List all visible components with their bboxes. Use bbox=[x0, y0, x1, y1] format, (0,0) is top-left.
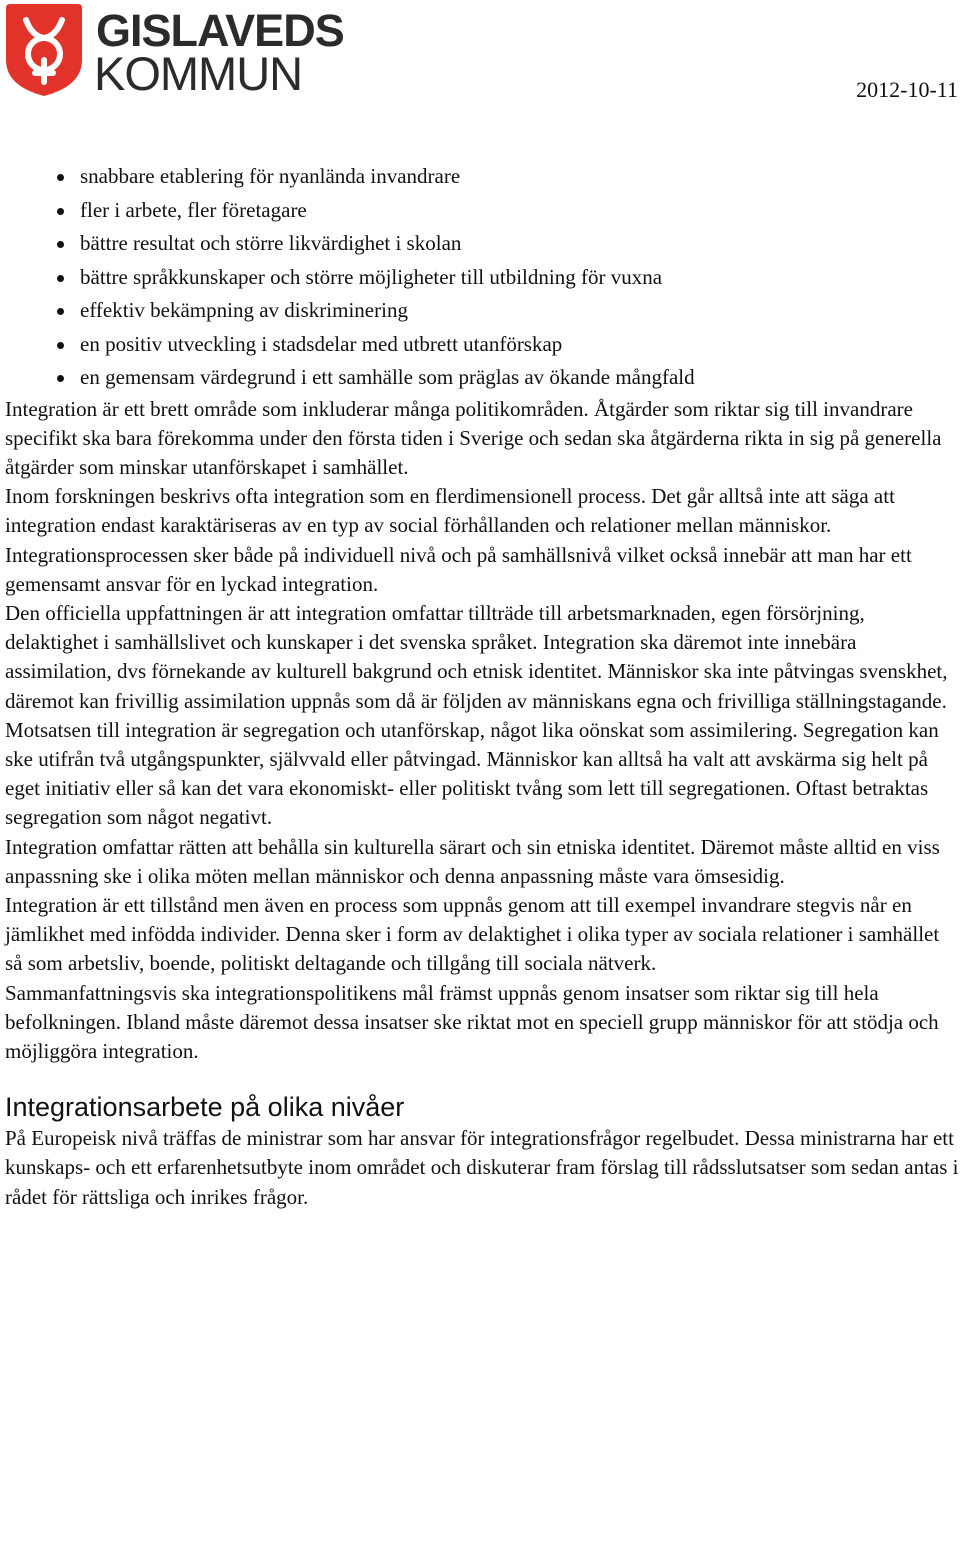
list-item bbox=[5, 328, 960, 362]
paragraph: Integration är ett brett område som inkluderar många politikområden. Åtgärder som riktar sig till invandrare specifikt ska bara förekomma under den första tiden i Sverige och sedan ska åtgärderna rikta in sig på generella åtgärder som minskar utanförskapet i samhället. bbox=[5, 396, 942, 479]
paragraph: Integration är ett tillstånd men även en process som uppnås genom att till exempel invandrare stegvis når en jämlikhet med infödda individer. Denna sker i form av delaktighet i olika typer av sociala relationer i samhället så som arbetsliv, boende, politiskt deltagande och tillgång till sociala nätverk. bbox=[5, 892, 940, 976]
logo-text-kommun: KOMMUN bbox=[94, 47, 303, 100]
paragraph: Den officiella uppfattningen är att integration omfattar tillträde till arbetsmarknaden, egen försörjning, delaktighet i samhällslivet och kunskaper i det svenska språket. Integration ska däremot inte innebära assimilation, dvs förnekande av kulturell bakgrund och etnisk identitet. Människor ska inte påtvingas svenskhet, däremot kan frivillig assimilation uppnås som då är följden av människans egna och frivilliga ställningstagande. bbox=[5, 600, 948, 713]
paragraph: På Europeisk nivå träffas de ministrar som har ansvar för integrationsfrågor regelbudet. Dessa ministrarna har ett kunskaps- och ett erfarenhetsutbyte inom området och diskuterar fram förslag till rådsslutsatser som sedan antas i rådet för rättsliga och inrikes frågor. bbox=[5, 1126, 959, 1209]
paragraph: Integration omfattar rätten att behålla sin kulturella särart och sin etniska identitet. Däremot måste alltid en viss anpassning ske i olika möten mellan människor och denna anpassning måste vara ömsesidig. bbox=[5, 834, 940, 888]
paragraph: Sammanfattningsvis ska integrationspolitikens mål främst uppnås genom insatser som riktar sig till hela befolkningen. Ibland måste däremot dessa insatser ske riktat mot en speciell grupp människor för att stödja och möjliggöra integration. bbox=[5, 980, 939, 1063]
list-item bbox=[5, 261, 960, 295]
paragraph: Inom forskningen beskrivs ofta integration som en flerdimensionell process. Det går alltså inte att säga att integration endast karaktäriseras av en typ av social förhållanden och relationer mellan människor. Integrationsprocessen sker både på individuell nivå och på samhällsnivå vilket också innebär att man har ett gemensamt ansvar för en lyckad integration. bbox=[5, 484, 912, 596]
municipality-emblem-icon bbox=[4, 2, 84, 98]
gislaveds-kommun-logo bbox=[4, 2, 354, 98]
list-item-text: bättre språkkunskaper och större möjligheter till utbildning för vuxna bbox=[80, 264, 663, 289]
bullet-icon bbox=[57, 342, 64, 349]
goals-list bbox=[5, 160, 960, 395]
list-item bbox=[5, 227, 960, 261]
list-item-text: snabbare etablering för nyanlända invandrare bbox=[80, 164, 461, 188]
document-date: 2012-10-11 bbox=[856, 77, 958, 102]
bullet-icon bbox=[57, 208, 64, 215]
bullet-icon bbox=[57, 241, 64, 248]
list-item bbox=[5, 194, 960, 228]
list-item-text: bättre resultat och större likvärdighet i skolan bbox=[80, 231, 462, 255]
list-item bbox=[5, 294, 960, 328]
list-item bbox=[5, 160, 960, 194]
page-header bbox=[0, 0, 960, 110]
bullet-icon bbox=[57, 308, 64, 315]
paragraph: Motsatsen till integration är segregation och utanförskap, något lika oönskat som assimilering. Segregation kan ske utifrån två utgångspunkter, självvald eller påtvingad. Människor kan alltså ha valt att avskärma sig helt på eget initiativ eller så kan det vara ekonomiskt- eller politiskt tvång som lett till segregationen. Oftast betraktas segregation som något negativt. bbox=[5, 717, 939, 830]
list-item-text: en positiv utveckling i stadsdelar med utbrett utanförskap bbox=[80, 331, 563, 356]
bullet-icon bbox=[57, 174, 64, 181]
logo-text-gislaveds: GISLAVEDS bbox=[96, 5, 344, 56]
list-item-text: effektiv bekämpning av diskriminering bbox=[80, 298, 408, 322]
list-item-text: fler i arbete, fler företagare bbox=[80, 197, 307, 222]
section-heading: Integrationsarbete på olika nivåer bbox=[5, 1092, 405, 1123]
document-body bbox=[5, 160, 960, 1212]
bullet-icon bbox=[57, 375, 64, 382]
list-item-text: en gemensam värdegrund i ett samhälle som präglas av ökande mångfald bbox=[80, 365, 695, 389]
bullet-icon bbox=[57, 275, 64, 282]
list-item bbox=[5, 361, 960, 395]
